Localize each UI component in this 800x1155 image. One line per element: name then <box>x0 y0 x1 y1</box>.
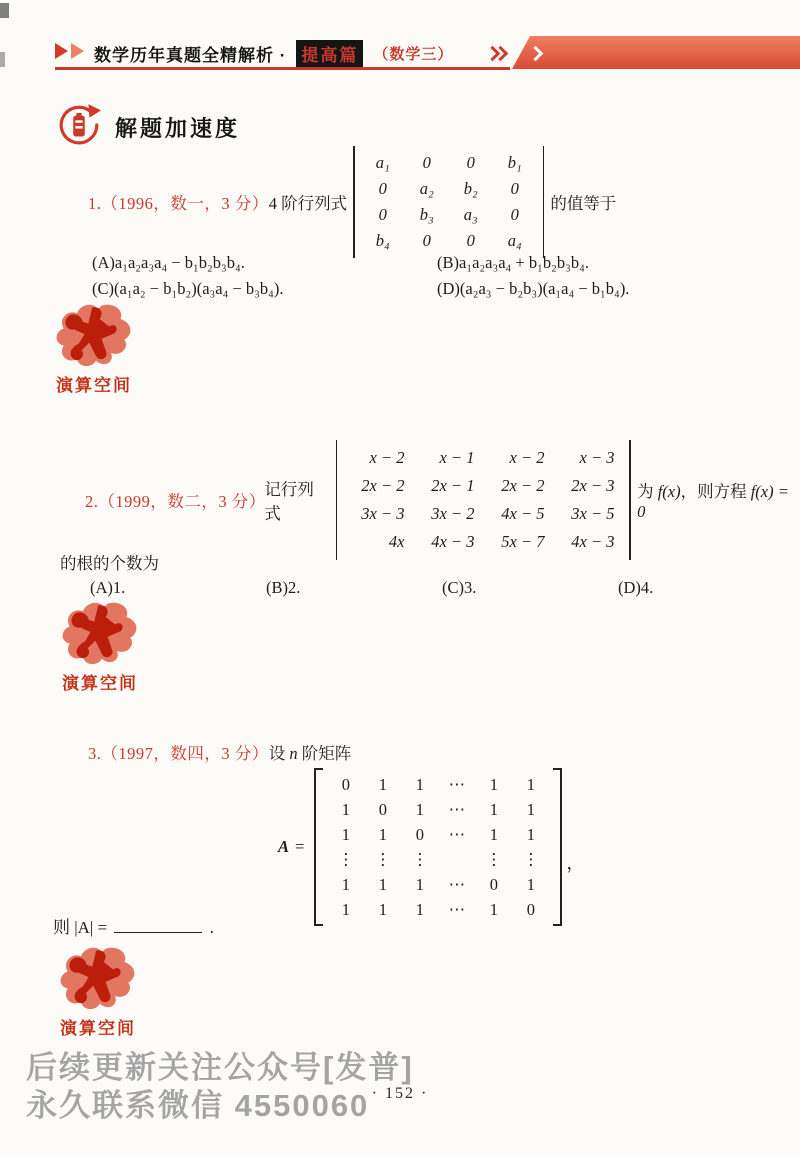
matrix-cell: 0 <box>378 799 387 819</box>
det-cell: x − 2 <box>509 448 545 467</box>
matrix-cell: 1 <box>526 774 535 794</box>
det-cell: x − 2 <box>369 448 405 467</box>
stamp-label: 演算空间 <box>56 376 132 395</box>
matrix-cell: ⋮ <box>411 849 429 869</box>
matrix-cell: 1 <box>378 899 387 919</box>
problem-1-pretext: 4 阶行列式 <box>268 194 348 213</box>
edition-badge: 提高篇 <box>296 40 363 67</box>
det-cell: b₁ <box>507 153 522 172</box>
matrix-cell: ⋮ <box>485 849 503 869</box>
answer-period: . <box>209 918 214 937</box>
det-cell: b₃ <box>419 205 434 224</box>
work-space-stamp <box>42 300 146 396</box>
equals-sign: = <box>295 837 305 856</box>
option-a: (A)a₁a₂a₃a₄ − b₁b₂b₃b₄. <box>92 253 245 272</box>
answer-blank <box>114 919 202 933</box>
det-cell: 5x − 7 <box>501 532 545 551</box>
page-header <box>55 38 453 68</box>
chevron-right-icon <box>487 46 506 64</box>
det-cell: 4x − 5 <box>501 504 545 523</box>
det-cell: 4x <box>388 532 405 551</box>
matrix-cell: 1 <box>341 874 350 894</box>
det-right-bar <box>629 440 631 560</box>
option-b: (B)a₁a₂a₃a₄ + b₁b₂b₃b₄. <box>437 253 589 272</box>
det-cell: b₄ <box>375 231 390 250</box>
subject-label: （数学三） <box>373 45 454 63</box>
option-d: (D)(a₂a₃ − b₂b₃)(a₁a₄ − b₁b₄). <box>437 279 630 298</box>
det-cell: 0 <box>466 153 475 172</box>
det-cell: 0 <box>378 205 387 224</box>
det-cell: x − 3 <box>579 448 615 467</box>
left-bracket <box>314 768 323 926</box>
det-cell: 0 <box>422 153 431 172</box>
header-rule <box>55 67 510 70</box>
matrix-comma: ， <box>566 853 585 873</box>
det-cell: 0 <box>510 205 519 224</box>
chevron-right-icon <box>530 46 541 64</box>
option-c: (C)3. <box>442 578 477 597</box>
answer-prompt: 则 |A| = <box>53 918 108 937</box>
matrix-cell: 1 <box>489 799 498 819</box>
det-cell: 2x − 1 <box>431 476 475 495</box>
double-arrow-icon <box>55 43 84 64</box>
det-cell: 2x − 2 <box>361 476 405 495</box>
scan-artifact <box>0 3 9 18</box>
stamp-label: 演算空间 <box>62 674 138 693</box>
problem-1-label: 1.（1996，数一，3 分） <box>88 194 269 213</box>
problem-3-answer-line <box>53 913 214 938</box>
right-bracket <box>553 768 562 926</box>
work-space-stamp <box>46 943 150 1039</box>
problem-3-pretext: 设 n 阶矩阵 <box>268 744 352 763</box>
matrix-cell: 0 <box>489 874 498 894</box>
det-cell: 0 <box>510 179 519 198</box>
matrix-cell: 1 <box>526 799 535 819</box>
matrix-cell: 1 <box>341 799 350 819</box>
problem-2-continuation: 的根的个数为 <box>60 554 159 573</box>
problem-1 <box>88 146 616 258</box>
det-cell: a₄ <box>507 231 522 250</box>
problem-2-options <box>90 578 794 598</box>
problem-3-label: 3.（1997，数四，3 分） <box>88 744 269 763</box>
matrix-cell: ⋯ <box>448 799 466 819</box>
stamp-label: 演算空间 <box>60 1019 136 1038</box>
problem-1-options <box>92 253 629 299</box>
matrix-cell: 1 <box>415 874 424 894</box>
det-cell: x − 1 <box>439 448 475 467</box>
problem-2-posttext: 为 f(x)，则方程 f(x) = 0 <box>637 482 789 521</box>
det-cell: 2x − 3 <box>571 476 615 495</box>
det-cell: 0 <box>466 231 475 250</box>
matrix-cell: 1 <box>489 824 498 844</box>
matrix-cell: 1 <box>378 824 387 844</box>
matrix-a <box>278 768 584 926</box>
problem-2-label: 2.（1999，数二，3 分） <box>85 492 266 511</box>
det-right-bar <box>543 146 545 258</box>
matrix-cell: ⋯ <box>448 824 466 844</box>
matrix-cell: 0 <box>415 824 424 844</box>
matrix-cell: 1 <box>489 774 498 794</box>
matrix-cell: 1 <box>415 899 424 919</box>
watermark-line-2: 永久联系微信 4550060 <box>26 1088 370 1123</box>
problem-1-posttext: 的值等于 <box>550 194 617 213</box>
problem-2-pretext: 记行列式 <box>264 480 314 523</box>
det-cell: 0 <box>378 179 387 198</box>
det-cell: 3x − 3 <box>361 504 405 523</box>
section-title: 解题加速度 <box>115 116 241 141</box>
figure-splash-icon <box>52 598 148 670</box>
problem-2 <box>85 442 800 558</box>
det-cell: a₁ <box>375 153 390 172</box>
det-cell: 3x − 5 <box>571 504 615 523</box>
option-b: (B)2. <box>266 578 301 597</box>
problem-3 <box>88 740 351 764</box>
determinant-1 <box>353 146 544 258</box>
book-title: 数学历年真题全精解析 · <box>94 45 287 65</box>
matrix-cell: ⋮ <box>337 849 355 869</box>
det-cell: 4x − 3 <box>571 532 615 551</box>
option-a: (A)1. <box>90 578 126 597</box>
determinant-2 <box>336 440 631 560</box>
matrix-cell: 1 <box>415 799 424 819</box>
matrix-cell: 1 <box>378 774 387 794</box>
matrix-cell: 1 <box>526 874 535 894</box>
matrix-cell: 1 <box>378 874 387 894</box>
figure-splash-icon <box>50 943 146 1015</box>
scan-artifact <box>0 52 5 67</box>
matrix-cell: 1 <box>341 899 350 919</box>
matrix-cell: 0 <box>341 774 350 794</box>
matrix-cell: 1 <box>489 899 498 919</box>
det-cell: b₂ <box>463 179 478 198</box>
det-cell: 0 <box>422 231 431 250</box>
page-number: · 152 · <box>371 1085 429 1102</box>
matrix-cell: 1 <box>415 774 424 794</box>
matrix-variable: A <box>278 837 290 856</box>
work-space-stamp <box>48 598 152 694</box>
matrix-cell: 1 <box>341 824 350 844</box>
matrix-cell: 1 <box>526 824 535 844</box>
det-cell: 2x − 2 <box>501 476 545 495</box>
figure-splash-icon <box>46 300 142 372</box>
matrix-cell: ⋯ <box>448 899 466 919</box>
matrix-cell: ⋯ <box>448 874 466 894</box>
det-cell: a₂ <box>419 179 434 198</box>
option-d: (D)4. <box>618 578 654 597</box>
option-c: (C)(a₁a₂ − b₁b₂)(a₃a₄ − b₃b₄). <box>92 279 284 298</box>
matrix-cell: ⋮ <box>374 849 392 869</box>
det-cell: 4x − 3 <box>431 532 475 551</box>
matrix-cell <box>438 847 475 872</box>
matrix-cell: 0 <box>526 899 535 919</box>
det-cell: a₃ <box>463 205 478 224</box>
header-band <box>512 36 800 69</box>
matrix-cell: ⋮ <box>522 849 540 869</box>
matrix-cell: ⋯ <box>448 774 466 794</box>
det-cell: 3x − 2 <box>431 504 475 523</box>
watermark-line-1: 后续更新关注公众号[发普] <box>26 1050 414 1085</box>
